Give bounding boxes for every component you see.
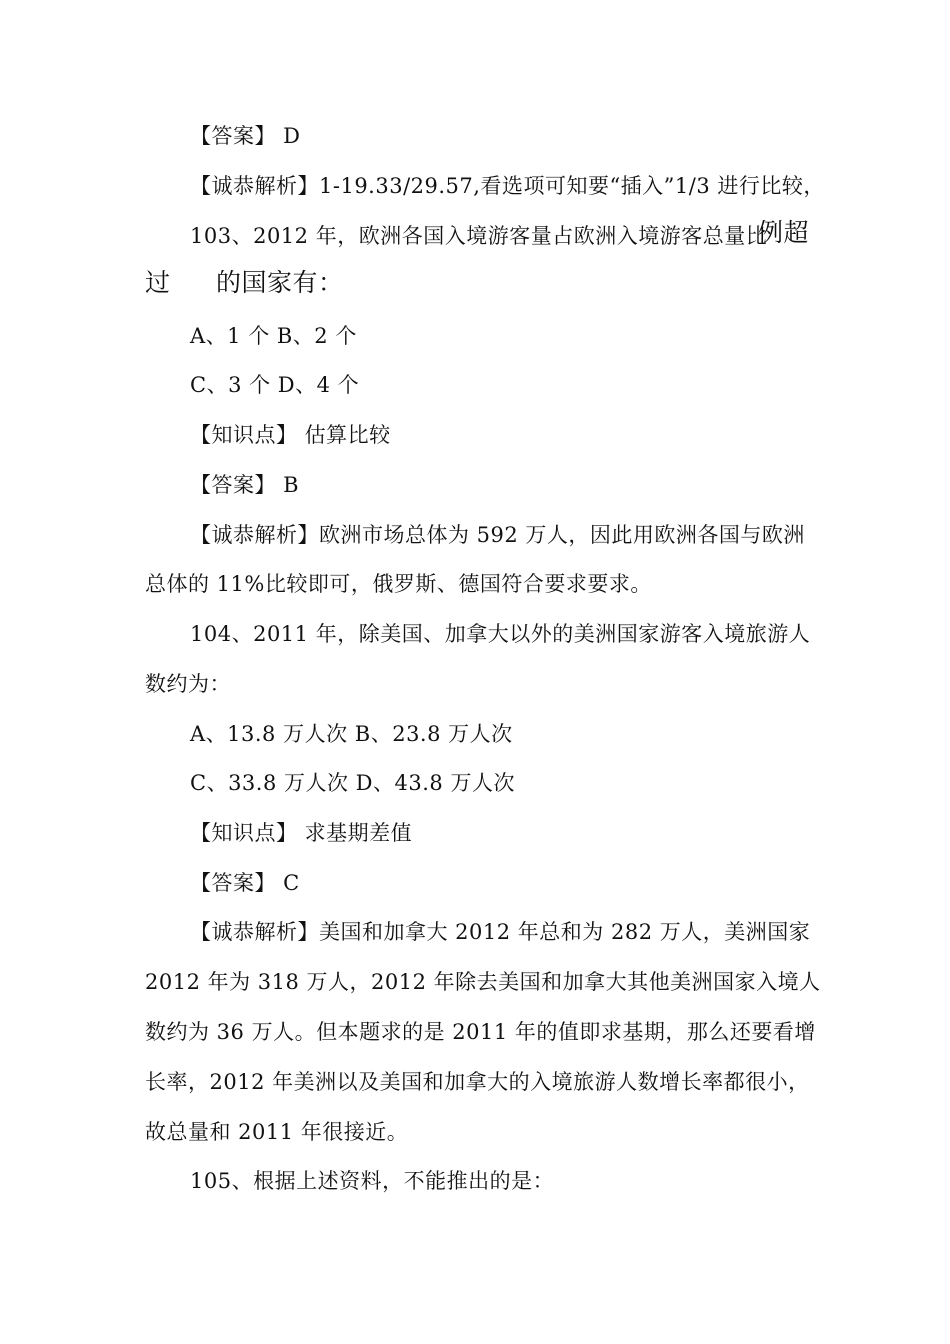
analysis-104-line-4: 长率，2012 年美洲以及美国和加拿大的入境旅游人数增长率都很小，: [145, 1070, 810, 1094]
question-105-line-1: 105、根据上述资料，不能推出的是：: [190, 1169, 555, 1193]
answer-line-102: 【答案】 D: [190, 124, 301, 148]
answer-line-103: 【答案】 B: [190, 473, 300, 497]
knowledge-point-103: 【知识点】 估算比较: [190, 423, 391, 447]
question-104-line-1: 104、2011 年，除美国、加拿大以外的美洲国家游客入境旅游人: [190, 622, 811, 646]
knowledge-point-104: 【知识点】 求基期差值: [190, 821, 413, 845]
analysis-104-line-2: 2012 年为 318 万人，2012 年除去美国和加拿大其他美洲国家入境人: [145, 970, 821, 994]
analysis-line-102: 【诚恭解析】1-19.33/29.57,看选项可知要“插入”1/3 进行比较，: [190, 174, 825, 198]
analysis-104-line-3: 数约为 36 万人。但本题求的是 2011 年的值即求基期，那么还要看增: [145, 1020, 816, 1044]
analysis-104-line-1: 【诚恭解析】美国和加拿大 2012 年总和为 282 万人，美洲国家: [190, 920, 811, 944]
question-103-line-2-end: 的国家有：: [216, 268, 344, 297]
options-104-ab: A、13.8 万人次 B、23.8 万人次: [190, 722, 513, 746]
question-104-line-2: 数约为：: [145, 672, 231, 696]
question-103-line-1-tail: 例超: [758, 218, 810, 247]
options-103-ab: A、1 个 B、2 个: [190, 324, 357, 348]
question-103-line-2-start: 过: [145, 268, 171, 297]
question-103-line-1: 103、2012 年，欧洲各国入境游客量占欧洲入境游客总量比: [190, 224, 768, 248]
analysis-104-line-5: 故总量和 2011 年很接近。: [145, 1120, 409, 1144]
options-104-cd: C、33.8 万人次 D、43.8 万人次: [190, 771, 515, 795]
analysis-103-line-2: 总体的 11%比较即可，俄罗斯、德国符合要求要求。: [145, 572, 652, 596]
analysis-103-line-1: 【诚恭解析】欧洲市场总体为 592 万人，因此用欧洲各国与欧洲: [190, 523, 805, 547]
answer-line-104: 【答案】 C: [190, 871, 300, 895]
options-103-cd: C、3 个 D、4 个: [190, 373, 360, 397]
